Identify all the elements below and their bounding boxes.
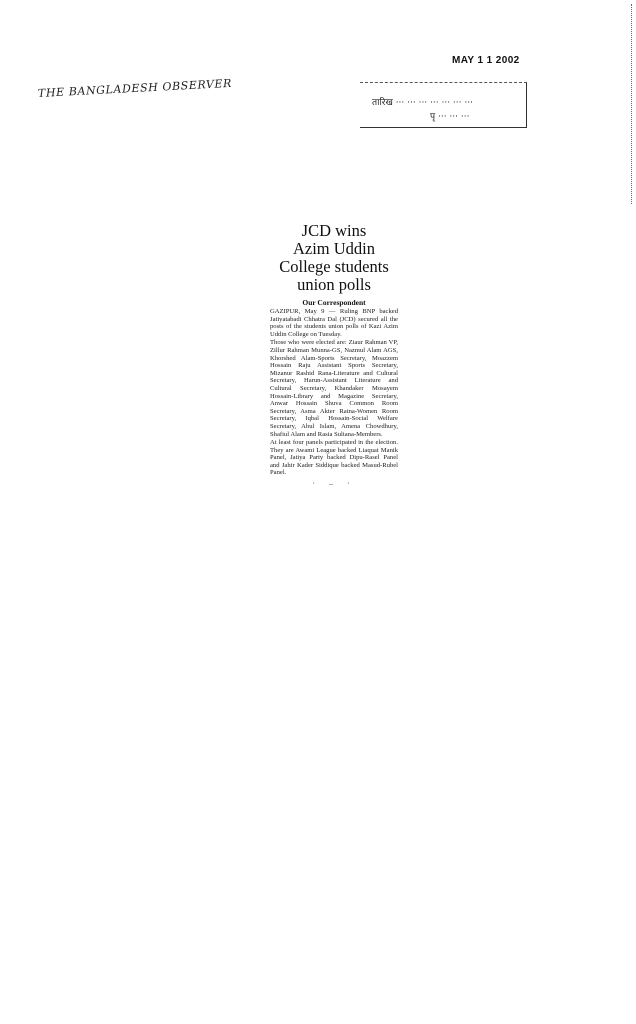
date-stamp: MAY 1 1 2002: [452, 55, 520, 66]
article-paragraph: GAZIPUR, May 9 — Ruling BNP backed Jatiyatabadi Chhatra Dal (JCD) secured all the posts of the students union polls of Kazi Azim Uddin College on Tuesday.: [270, 308, 398, 338]
newspaper-masthead: THE BANGLADESH OBSERVER: [37, 76, 233, 100]
clipping-reference-box: [360, 82, 527, 128]
article-body: [270, 308, 398, 477]
clip-page-line: पृ ··· ··· ···: [430, 112, 470, 122]
headline-line: College students: [279, 257, 389, 276]
headline-line: union polls: [297, 275, 371, 294]
article-paragraph: Those who were elected are: Ziaur Rahman VP, Zillur Rahman Munna-GS, Nazmul Alam AGS, Khorshed Alam-Sports Secretary, Moazzem Hossain Raju Assistant Sports Secretary, Mizanur Rashid Rana-Literature and Cultural Secretary, Harun-Assistant Literature and Cultural Secretary, Khandaker Mosayem Hossain-Library and Magazine Secretary, Anwar Hossain Shuva Common Room Secretary, Asma Akter Ratna-Women Room Secretary, Iqbal Hossain-Social Welfare Secretary, Abul Islam, Amena Chowdhury, Shafiul Alam and Rasia Sultana-Members.: [270, 339, 398, 438]
article-headline: [270, 222, 398, 294]
headline-line: JCD wins: [301, 221, 367, 240]
news-article: [270, 222, 398, 488]
scan-edge-artifact: [627, 4, 632, 204]
article-paragraph: At least four panels participated in the election. They are Awami League backed Liaquat Manik Panel, Jatiya Party backed Dipu-Rasel Panel and Jahir Kader Siddique backed Masud-Rubel Panel.: [270, 439, 398, 477]
headline-line: Azim Uddin: [292, 239, 376, 258]
clip-date-line: तारिख ··· ··· ··· ··· ··· ··· ···: [372, 98, 473, 108]
article-end-mark: · – ·: [312, 479, 356, 489]
article-byline: Our Correspondent: [302, 298, 366, 307]
